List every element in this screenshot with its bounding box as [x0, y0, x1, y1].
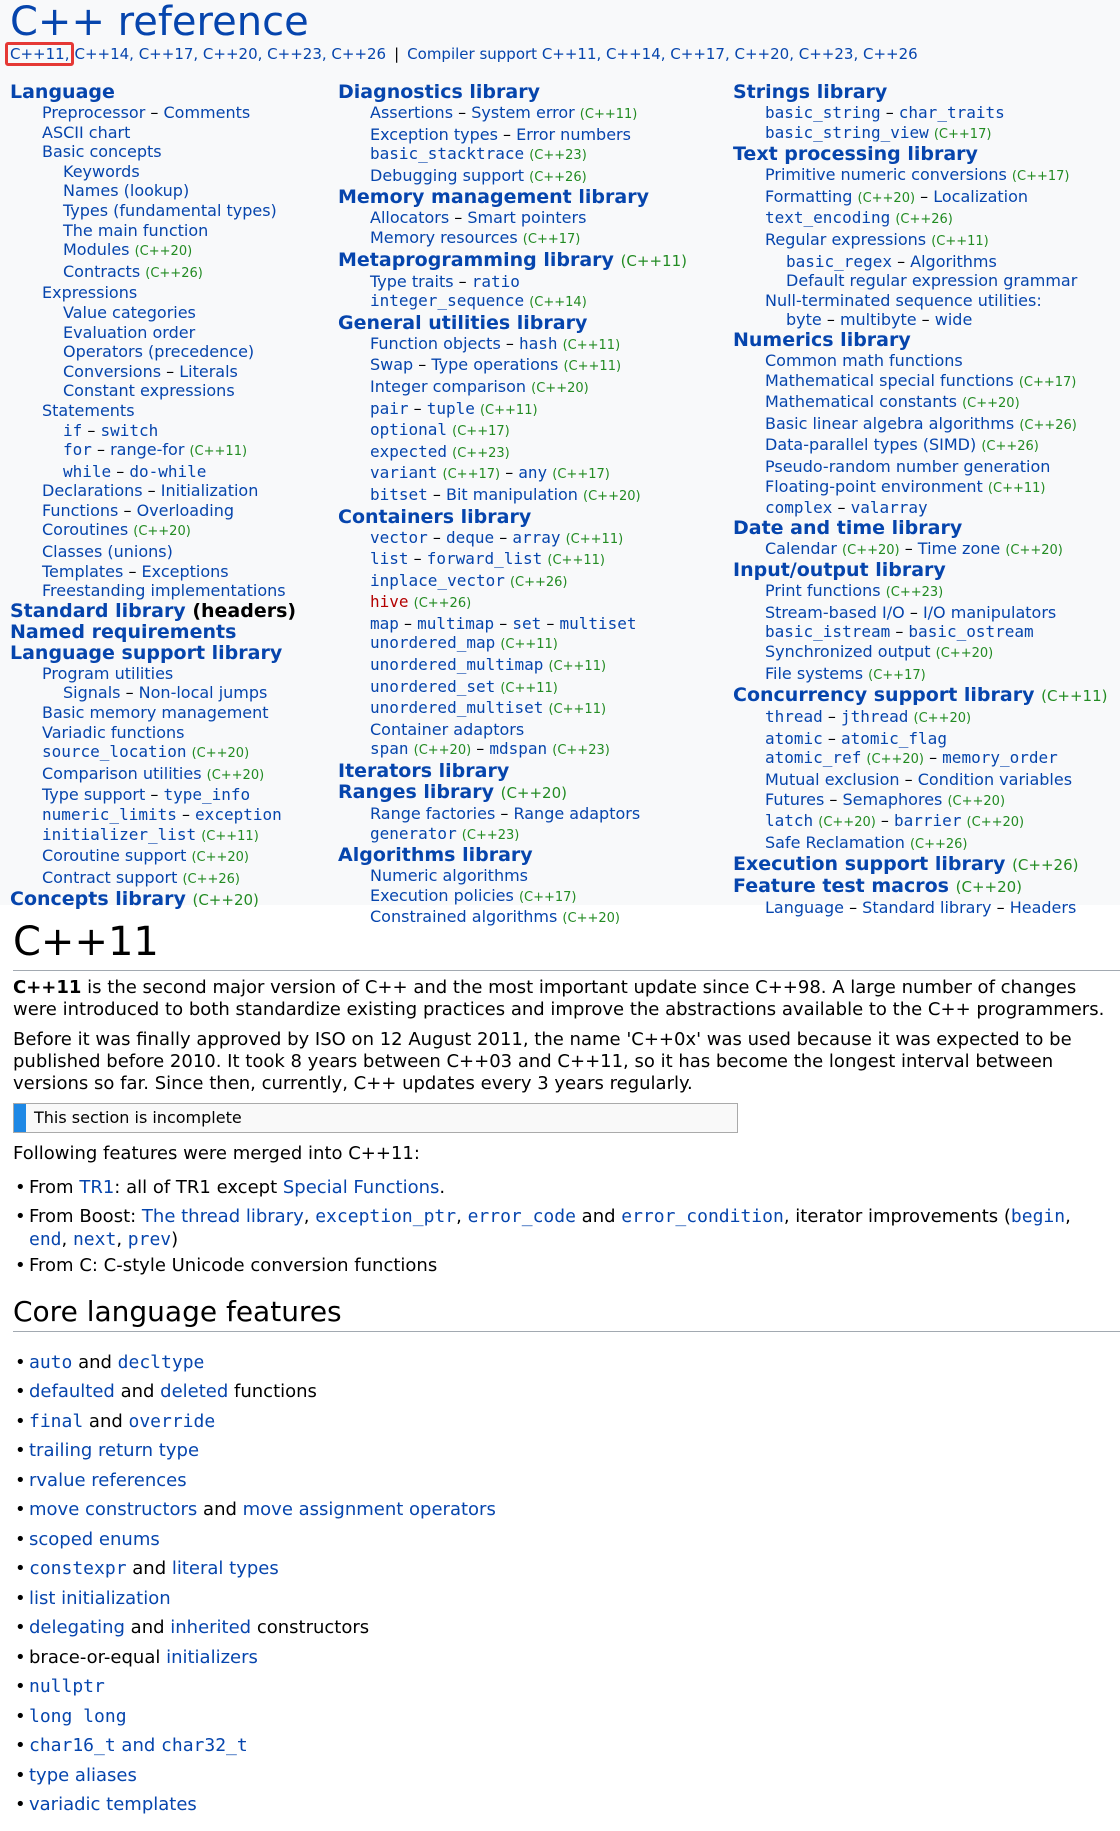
- link-execution-policies[interactable]: Execution policies: [370, 885, 514, 905]
- link-classes[interactable]: Classes (unions): [42, 542, 173, 562]
- link-unordered-multiset[interactable]: unordered_multiset: [370, 698, 544, 718]
- link-initializer-list[interactable]: initializer_list: [42, 824, 197, 844]
- link-hash[interactable]: hash: [518, 333, 558, 353]
- link-program-utilities[interactable]: Program utilities: [42, 663, 174, 683]
- link-tr1[interactable]: TR1: [79, 1177, 115, 1198]
- heading-feature-test-macros[interactable]: Feature test macros: [733, 875, 949, 898]
- link-set[interactable]: set: [512, 613, 542, 633]
- link-type-operations[interactable]: Type operations: [431, 355, 559, 375]
- link-container-adaptors[interactable]: Container adaptors: [370, 719, 525, 739]
- link-conversions[interactable]: Conversions: [63, 361, 162, 381]
- link-basic-string[interactable]: basic_string: [765, 103, 881, 122]
- link-list-initialization[interactable]: list initialization: [29, 1587, 171, 1609]
- link-file-systems[interactable]: File systems: [765, 663, 864, 683]
- list-item: • From C: C-style Unicode conversion functions: [13, 1251, 1120, 1280]
- link-basic-memory[interactable]: Basic memory management: [42, 703, 269, 723]
- link-integer-comparison[interactable]: Integer comparison: [370, 376, 527, 396]
- link-eval-order[interactable]: Evaluation order: [63, 322, 196, 342]
- link-list[interactable]: list: [370, 549, 409, 569]
- link-futures[interactable]: Futures: [765, 789, 825, 809]
- link-atomic-flag[interactable]: atomic_flag: [840, 728, 947, 748]
- link-memory-resources[interactable]: Memory resources: [370, 227, 518, 247]
- link-semaphores[interactable]: Semaphores: [842, 789, 943, 809]
- link-variadic-templates[interactable]: variadic templates: [29, 1794, 197, 1816]
- link-constexpr[interactable]: constexpr: [29, 1558, 127, 1580]
- link-atomic-ref[interactable]: atomic_ref: [765, 748, 862, 768]
- link-numeric-algorithms[interactable]: Numeric algorithms: [370, 866, 528, 886]
- link-ftm-stdlib[interactable]: Standard library: [862, 898, 992, 918]
- link-coroutines[interactable]: Coroutines: [42, 520, 129, 540]
- link-latch[interactable]: latch: [765, 811, 814, 831]
- link-main-function[interactable]: The main function: [63, 220, 209, 240]
- link-valarray[interactable]: valarray: [850, 498, 928, 518]
- link-freestanding[interactable]: Freestanding implementations: [42, 581, 286, 601]
- link-deque[interactable]: deque: [445, 527, 495, 547]
- link-error-numbers[interactable]: Error numbers: [516, 124, 631, 144]
- core-features-list: [13, 1348, 1120, 1820]
- heading-metaprogramming[interactable]: Metaprogramming library: [338, 248, 614, 271]
- list-item: • defaulted and deleted functions: [13, 1377, 1120, 1407]
- link-error-condition[interactable]: error_condition: [621, 1206, 784, 1228]
- list-item: [13, 1790, 1120, 1820]
- link-variadic-functions[interactable]: Variadic functions: [42, 722, 185, 742]
- link-types[interactable]: Types (fundamental types): [63, 200, 277, 220]
- link-next[interactable]: next: [72, 1229, 117, 1251]
- merged-list: [13, 1173, 1120, 1281]
- link-operators[interactable]: Operators (precedence): [63, 342, 255, 362]
- link-char-traits[interactable]: char_traits: [898, 103, 1005, 122]
- merged-intro: Following features were merged into C++11:: [13, 1143, 420, 1164]
- link-expressions[interactable]: Expressions: [42, 283, 138, 303]
- link-contract-support[interactable]: Contract support: [42, 867, 178, 887]
- link-comparison-utilities[interactable]: Comparison utilities: [42, 763, 202, 783]
- link-numeric-limits[interactable]: numeric_limits: [42, 805, 177, 824]
- link-rvalue-refs[interactable]: rvalue references: [29, 1469, 187, 1491]
- link-and-char[interactable]: and: [115, 1735, 162, 1757]
- link-ratio[interactable]: ratio: [471, 271, 520, 291]
- link-keywords[interactable]: Keywords: [63, 161, 140, 181]
- link-thread-library[interactable]: The thread library: [141, 1206, 304, 1228]
- link-array[interactable]: array: [512, 527, 561, 547]
- link-string-view[interactable]: basic_string_view: [765, 122, 929, 142]
- link-names[interactable]: Names (lookup): [63, 181, 190, 201]
- link-assertions[interactable]: Assertions: [370, 103, 454, 122]
- link-preprocessor[interactable]: Preprocessor: [42, 103, 146, 122]
- separator: |: [394, 45, 400, 63]
- std-links-others[interactable]: C++14, C++17, C++20, C++23, C++26: [74, 45, 387, 63]
- link-literal-types[interactable]: literal types: [171, 1558, 279, 1580]
- link-long-long[interactable]: long long: [29, 1705, 127, 1727]
- heading-memory[interactable]: Memory management library: [338, 186, 649, 209]
- reference-column-2: Diagnostics library Assertions – System error (C++11) Exception types – Error numbers basic_stacktrace (C++23) Debugging support (C++26) Memory management library Allocators – Smart pointers Memory resources (C++17) Metaprogramming library (C++11) Type traits – ratio integer_sequence (C++14) General utilities library Function objects – hash (C++11) Swap – Type operations (C++11) Integer comparison (C++20) pair – tuple (C++11) optional (C++17) expected (C++23) variant (C++17) – any (C++17) bitset – Bit manipulation (C++20) Containers library vector – deque – array (C++11) list – forward_list (C++11) inplace_vector (C++26) hive (C++26) map – multimap – set – multiset unordered_map (C++11) unordered_multimap (C++11) unordered_set (C++11) unordered_multiset (C++11) Container adaptors span (C++20) – mdspan (C++23) Iterators library Ranges library (C++20) Range factories – Range adaptors generator (C++23) Algorithms library Numeric algorithms Execution policies (C++17) Constrained algorithms (C++20): [338, 82, 728, 929]
- link-condition-variables[interactable]: Condition variables: [917, 770, 1073, 790]
- link-comments[interactable]: Comments: [163, 103, 251, 122]
- link-range-for[interactable]: range-for: [110, 440, 185, 460]
- link-functions[interactable]: Functions: [42, 500, 119, 520]
- link-stacktrace[interactable]: basic_stacktrace: [370, 144, 525, 164]
- list-item: • move constructors and move assignment operators: [13, 1495, 1120, 1525]
- link-io-manipulators[interactable]: I/O manipulators: [922, 602, 1057, 622]
- link-headers[interactable]: (headers): [192, 599, 297, 622]
- list-item: [13, 1761, 1120, 1791]
- link-system-error[interactable]: System error: [471, 103, 575, 122]
- link-ftm-language[interactable]: Language: [765, 898, 844, 918]
- heading-text-processing[interactable]: Text processing library: [733, 143, 978, 166]
- heading-containers[interactable]: Containers library: [338, 505, 532, 528]
- link-bitset[interactable]: bitset: [370, 484, 428, 504]
- link-move-assignment[interactable]: move assignment operators: [242, 1499, 496, 1521]
- link-smart-pointers[interactable]: Smart pointers: [467, 208, 587, 228]
- link-sync-output[interactable]: Synchronized output: [765, 642, 931, 662]
- link-unordered-map[interactable]: unordered_map: [370, 633, 496, 653]
- link-override[interactable]: override: [128, 1410, 216, 1432]
- link-swap[interactable]: Swap: [370, 355, 414, 375]
- list-item: [13, 1702, 1120, 1732]
- heading-algorithms[interactable]: Algorithms library: [338, 844, 533, 867]
- link-move-constructors[interactable]: move constructors: [29, 1499, 198, 1521]
- link-any[interactable]: any: [518, 463, 548, 483]
- link-integer-sequence[interactable]: integer_sequence: [370, 291, 525, 311]
- link-expected[interactable]: expected: [370, 441, 448, 461]
- link-contracts[interactable]: Contracts: [63, 261, 141, 281]
- link-simd[interactable]: Data-parallel types (SIMD): [765, 435, 977, 455]
- link-byte[interactable]: byte: [786, 310, 822, 330]
- link-modules[interactable]: Modules: [63, 240, 130, 260]
- link-error-code[interactable]: error_code: [467, 1206, 576, 1228]
- link-initialization[interactable]: Initialization: [160, 481, 259, 501]
- link-vector[interactable]: vector: [370, 527, 428, 547]
- link-regex[interactable]: Regular expressions: [765, 229, 927, 249]
- history-paragraph: Before it was finally approved by ISO on 12 August 2011, the name 'C++0x' was used because it was expected to be published before 2010. It took 8 years between C++03 and C++11, so it has become the longest interval between versions so far. Since then, currently, C++ updates every 3 years regularly.: [13, 1029, 1072, 1094]
- intro-paragraph: C++11 is the second major version of C++ and the most important update since C++98. A large number of changes were introduced to both standardize existing practices and improve the abstractions available to the C++ programmers.: [13, 977, 1105, 1020]
- link-map[interactable]: map: [370, 613, 399, 633]
- link-do-while[interactable]: do-while: [129, 461, 207, 481]
- link-statements[interactable]: Statements: [42, 400, 135, 420]
- link-fenv[interactable]: Floating-point environment: [765, 476, 983, 496]
- list-item: [13, 1672, 1120, 1702]
- list-item: [13, 1436, 1120, 1466]
- heading-iterators[interactable]: Iterators library: [338, 760, 510, 783]
- heading-concurrency[interactable]: Concurrency support library: [733, 684, 1035, 707]
- link-constrained-algorithms[interactable]: Constrained algorithms: [370, 907, 558, 927]
- link-literals[interactable]: Literals: [179, 361, 238, 381]
- link-deleted[interactable]: deleted: [160, 1381, 229, 1403]
- heading-execution-support[interactable]: Execution support library: [733, 853, 1006, 876]
- link-linear-algebra[interactable]: Basic linear algebra algorithms: [765, 413, 1015, 433]
- heading-date-time[interactable]: Date and time library: [733, 516, 963, 539]
- link-scoped-enums[interactable]: scoped enums: [29, 1528, 160, 1550]
- link-nullptr[interactable]: nullptr: [29, 1676, 105, 1698]
- heading-language[interactable]: Language: [10, 81, 115, 103]
- link-thread[interactable]: thread: [765, 707, 823, 727]
- link-ascii[interactable]: ASCII chart: [42, 122, 131, 142]
- link-text-encoding[interactable]: text_encoding: [765, 208, 891, 228]
- link-range-factories[interactable]: Range factories: [370, 804, 496, 824]
- link-jthread[interactable]: jthread: [840, 707, 909, 727]
- article-content: [13, 918, 1120, 1820]
- heading-language-support[interactable]: Language support library: [10, 641, 283, 664]
- heading-strings[interactable]: Strings library: [733, 81, 888, 103]
- link-type-support[interactable]: Type support: [42, 785, 146, 805]
- compiler-support-link[interactable]: Compiler support C++11, C++14, C++17, C++20, C++23, C++26: [407, 45, 918, 63]
- link-tuple[interactable]: tuple: [426, 398, 475, 418]
- link-coroutine-support[interactable]: Coroutine support: [42, 846, 187, 866]
- list-item: • brace-or-equal initializers: [13, 1643, 1120, 1673]
- link-time-zone[interactable]: Time zone: [917, 538, 1001, 558]
- heading-ranges[interactable]: Ranges library: [338, 781, 494, 804]
- link-null-terminated[interactable]: Null-terminated sequence utilities:: [765, 290, 1042, 310]
- link-type-traits[interactable]: Type traits: [370, 271, 454, 291]
- link-type-aliases[interactable]: type aliases: [29, 1764, 137, 1786]
- link-function-objects[interactable]: Function objects: [370, 333, 501, 353]
- link-begin[interactable]: begin: [1010, 1206, 1066, 1228]
- link-defaulted[interactable]: defaulted: [29, 1381, 115, 1403]
- link-primitive-conversions[interactable]: Primitive numeric conversions: [765, 165, 1007, 185]
- link-barrier[interactable]: barrier: [894, 811, 962, 831]
- link-exception-ptr[interactable]: exception_ptr: [315, 1206, 457, 1228]
- link-overloading[interactable]: Overloading: [136, 500, 234, 520]
- link-multibyte[interactable]: multibyte: [839, 310, 917, 330]
- reference-column-3: Strings library basic_string – char_traits basic_string_view (C++17) Text processing library Primitive numeric conversions (C++17) Formatting (C++20) – Localization text_encoding (C++26) Regular expressions (C++11) basic_regex – Algorithms Default regular expression grammar Null-terminated sequence utilities: byte – multibyte – wide Numerics library Common math functions Mathematical special functions (C++17) Mathematical constants (C++20) Basic linear algebra algorithms (C++26) Data-parallel types (SIMD) (C++26) Pseudo-random number generation Floating-point environment (C++11) complex – valarray Date and time library Calendar (C++20) – Time zone (C++20) Input/output library Print functions (C++23) Stream-based I/O – I/O manipulators basic_istream – basic_ostream Synchronized output (C++20) File systems (C++17) Concurrency support library (C++11) thread – jthread (C++20) atomic – atomic_flag atomic_ref (C++20) – memory_order Mutual exclusion – Condition variables Futures – Semaphores (C++20) latch (C++20) – barrier (C++20) Safe Reclamation (C++26) Execution support library (C++26) Feature test macros (C++20) Language – Standard library – Headers: [733, 82, 1118, 918]
- link-if[interactable]: if: [63, 420, 83, 440]
- list-item: • delegating and inherited constructors: [13, 1613, 1120, 1643]
- link-print-functions[interactable]: Print functions: [765, 581, 881, 601]
- link-basic-regex[interactable]: basic_regex: [786, 251, 892, 271]
- link-unordered-multimap[interactable]: unordered_multimap: [370, 655, 544, 675]
- link-wide[interactable]: wide: [934, 310, 973, 330]
- link-unordered-set[interactable]: unordered_set: [370, 676, 496, 696]
- link-debugging[interactable]: Debugging support: [370, 165, 525, 185]
- link-source-location[interactable]: source_location: [42, 742, 187, 762]
- link-switch[interactable]: switch: [100, 420, 159, 440]
- link-signals[interactable]: Signals: [63, 683, 121, 703]
- heading-numerics[interactable]: Numerics library: [733, 328, 911, 351]
- link-inherited[interactable]: inherited: [170, 1617, 252, 1639]
- link-char16-t[interactable]: char16_t: [29, 1735, 116, 1757]
- link-common-math[interactable]: Common math functions: [765, 350, 963, 370]
- link-initializers[interactable]: initializers: [166, 1646, 258, 1668]
- link-pair[interactable]: pair: [370, 398, 409, 418]
- link-while[interactable]: while: [63, 461, 112, 481]
- list-item: [13, 1525, 1120, 1555]
- link-bit-manipulation[interactable]: Bit manipulation: [445, 484, 578, 504]
- std-link-cpp11[interactable]: C++11,: [5, 42, 74, 66]
- link-basic-concepts[interactable]: Basic concepts: [42, 142, 162, 162]
- link-allocators[interactable]: Allocators: [370, 208, 450, 228]
- link-exceptions[interactable]: Exceptions: [141, 561, 229, 581]
- link-stream-io[interactable]: Stream-based I/O: [765, 602, 905, 622]
- link-multimap[interactable]: multimap: [417, 613, 495, 633]
- link-variant[interactable]: variant: [370, 463, 438, 483]
- link-constant-expressions[interactable]: Constant expressions: [63, 381, 235, 401]
- link-regex-grammar[interactable]: Default regular expression grammar: [786, 271, 1078, 291]
- link-auto[interactable]: auto: [29, 1351, 73, 1373]
- heading-standard-library[interactable]: Standard library: [10, 599, 186, 622]
- standards-bar: [10, 44, 918, 64]
- list-item: • constexpr and literal types: [13, 1554, 1120, 1584]
- link-exception[interactable]: exception: [195, 805, 282, 824]
- link-decltype[interactable]: decltype: [117, 1351, 205, 1373]
- heading-diagnostics[interactable]: Diagnostics library: [338, 81, 540, 103]
- heading-io[interactable]: Input/output library: [733, 559, 946, 582]
- link-math-constants[interactable]: Mathematical constants: [765, 392, 957, 412]
- list-item: [13, 1466, 1120, 1496]
- link-optional[interactable]: optional: [370, 420, 448, 440]
- link-special-functions[interactable]: Mathematical special functions: [765, 370, 1014, 390]
- link-inplace-vector[interactable]: inplace_vector: [370, 570, 505, 590]
- reference-column-1: Language Preprocessor – Comments ASCII chart Basic concepts Keywords Names (lookup) Types (fundamental types) The main function Modules (C++20) Contracts (C++26) Expressions Value categories Evaluation order Operators (precedence) Conversions – Literals Constant expressions Statements if – switch for – range-for (C++11) while – do-while Declarations – Initialization Functions – Overloading Coroutines (C++20) Classes (unions) Templates – Exceptions Freestanding implementations Standard library (headers) Named requirements Language support library Program utilities Signals – Non-local jumps Basic memory management Variadic functions source_location (C++20) Comparison utilities (C++20) Type support – type_info numeric_limits – exception initializer_list (C++11) Coroutine support (C++20) Contract support (C++26) Concepts library (C++20): [10, 82, 330, 911]
- list-item: [13, 1584, 1120, 1614]
- link-prev[interactable]: prev: [127, 1229, 172, 1251]
- section-heading-core: Core language features: [13, 1295, 1120, 1332]
- link-multiset[interactable]: multiset: [559, 613, 637, 633]
- link-mdspan[interactable]: mdspan: [489, 739, 548, 759]
- list-item: • From Boost: The thread library, exception_ptr, error_code and error_condition, iterator improvements (begin, end, next, prev): [13, 1202, 1120, 1251]
- list-item: • auto and decltype: [13, 1348, 1120, 1378]
- heading-concepts[interactable]: Concepts library: [10, 888, 186, 911]
- link-nonlocal-jumps[interactable]: Non-local jumps: [138, 683, 268, 703]
- list-item: • final and override: [13, 1407, 1120, 1437]
- link-trailing-return[interactable]: trailing return type: [29, 1440, 200, 1462]
- link-for[interactable]: for: [63, 440, 92, 460]
- list-item: [13, 1731, 1120, 1761]
- link-delegating[interactable]: delegating: [29, 1617, 125, 1639]
- heading-named-requirements[interactable]: Named requirements: [10, 620, 237, 643]
- link-generator[interactable]: generator: [370, 823, 457, 843]
- heading-general-utilities[interactable]: General utilities library: [338, 311, 588, 334]
- link-memory-order[interactable]: memory_order: [942, 748, 1058, 768]
- link-char32-t[interactable]: char32_t: [161, 1735, 248, 1757]
- link-ftm-headers[interactable]: Headers: [1009, 898, 1077, 918]
- link-special-functions-tr1[interactable]: Special Functions: [282, 1177, 440, 1198]
- link-formatting[interactable]: Formatting: [765, 186, 853, 206]
- article-title: C++11: [13, 918, 1120, 971]
- link-complex[interactable]: complex: [765, 498, 833, 518]
- list-item: • From TR1: all of TR1 except Special Functions.: [13, 1173, 1120, 1202]
- link-basic-ostream[interactable]: basic_ostream: [908, 622, 1034, 642]
- page-title[interactable]: C++ reference: [10, 0, 309, 45]
- link-declarations[interactable]: Declarations: [42, 481, 143, 501]
- link-range-adaptors[interactable]: Range adaptors: [513, 804, 641, 824]
- link-mutex[interactable]: Mutual exclusion: [765, 770, 900, 790]
- link-basic-istream[interactable]: basic_istream: [765, 622, 891, 642]
- link-prng[interactable]: Pseudo-random number generation: [765, 456, 1051, 476]
- link-safe-reclamation[interactable]: Safe Reclamation: [765, 832, 905, 852]
- link-span[interactable]: span: [370, 739, 409, 759]
- link-end[interactable]: end: [29, 1229, 62, 1251]
- link-calendar[interactable]: Calendar: [765, 538, 837, 558]
- link-atomic[interactable]: atomic: [765, 728, 823, 748]
- link-localization[interactable]: Localization: [933, 186, 1029, 206]
- link-type-info[interactable]: type_info: [163, 785, 251, 805]
- link-forward-list[interactable]: forward_list: [426, 549, 543, 569]
- link-value-categories[interactable]: Value categories: [63, 302, 196, 322]
- link-final[interactable]: final: [29, 1410, 84, 1432]
- link-templates[interactable]: Templates: [42, 561, 124, 581]
- incomplete-notice: This section is incomplete: [13, 1103, 738, 1133]
- link-regex-algorithms[interactable]: Algorithms: [910, 251, 997, 271]
- link-exception-types[interactable]: Exception types: [370, 124, 498, 144]
- link-hive[interactable]: hive: [370, 592, 409, 612]
